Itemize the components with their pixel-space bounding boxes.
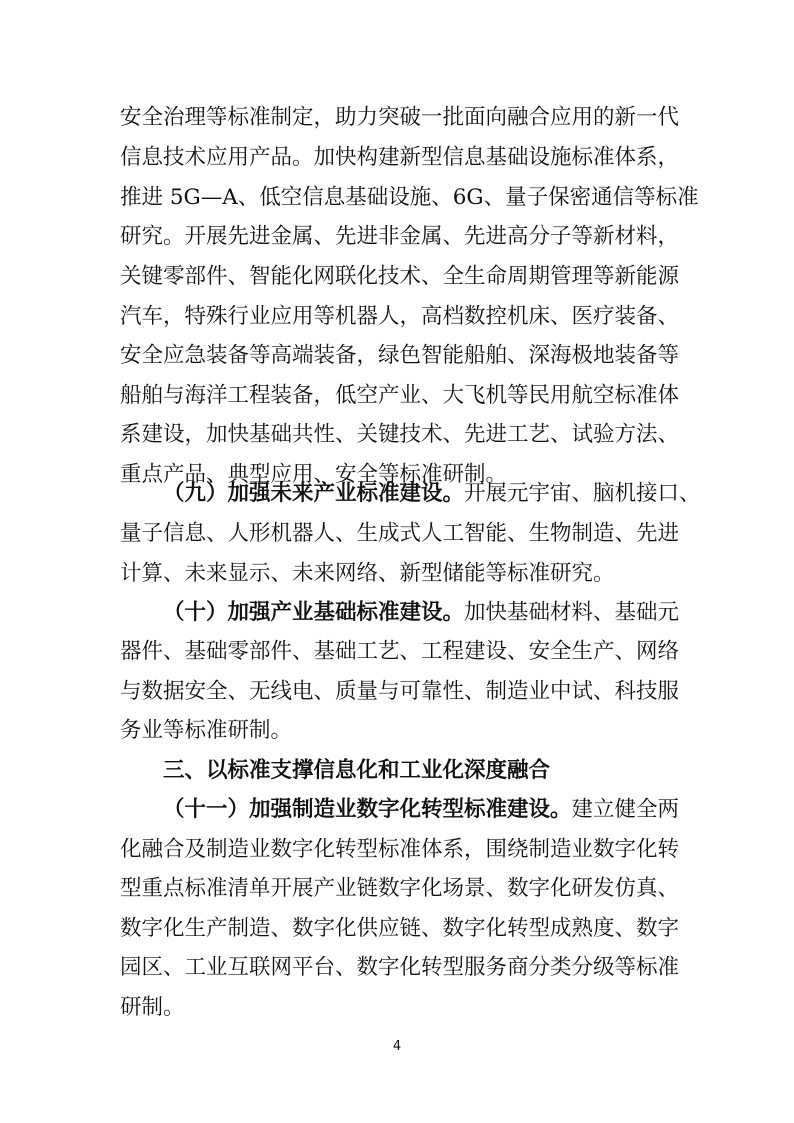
- paragraph-10-title: （十）加强产业基础标准建设。: [163, 600, 465, 625]
- paragraph-line: 园区、工业互联网平台、数字化转型服务商分类分级等标准: [120, 955, 680, 980]
- paragraph-9-title: （九）加强未来产业标准建设。: [163, 481, 465, 506]
- paragraph-line: 系建设，加快基础共性、关键技术、先进工艺、试验方法、: [120, 422, 680, 447]
- paragraph-line: 汽车，特殊行业应用等机器人，高档数控机床、医疗装备、: [120, 304, 680, 329]
- section-heading: 三、以标准支撑信息化和工业化深度融合: [163, 758, 551, 783]
- paragraph-11-text: 建立健全两: [571, 797, 680, 822]
- paragraph-line: 化融合及制造业数字化转型标准体系，围绕制造业数字化转: [120, 837, 680, 862]
- paragraph-line: 关键零部件、智能化网联化技术、全生命周期管理等新能源: [120, 264, 680, 289]
- paragraph-line: 安全应急装备等高端装备，绿色智能船舶、深海极地装备等: [120, 343, 680, 368]
- paragraph-line: 研究。开展先进金属、先进非金属、先进高分子等新材料，: [120, 224, 680, 249]
- paragraph-line: 计算、未来显示、未来网络、新型储能等标准研究。: [120, 561, 615, 586]
- paragraph-line: 重点产品、典型应用、安全等标准研制。: [120, 462, 508, 487]
- paragraph-line: 研制。: [120, 995, 185, 1020]
- paragraph-line: 推进 5G—A、低空信息基础设施、6G、量子保密通信等标准: [120, 185, 699, 210]
- paragraph-9-text: 开展元宇宙、脑机接口、: [464, 481, 701, 506]
- page-number: 4: [392, 1039, 402, 1054]
- paragraph-line: 器件、基础零部件、基础工艺、工程建设、安全生产、网络: [120, 639, 680, 664]
- paragraph-line: 务业等标准研制。: [120, 718, 293, 743]
- paragraph-9-first-line: [163, 479, 701, 509]
- paragraph-line: 船舶与海洋工程装备，低空产业、大飞机等民用航空标准体: [120, 383, 680, 408]
- paragraph-line: 与数据安全、无线电、质量与可靠性、制造业中试、科技服: [120, 679, 680, 704]
- paragraph-11-title: （十一）加强制造业数字化转型标准建设。: [163, 797, 572, 822]
- paragraph-line: 数字化生产制造、数字化供应链、数字化转型成熟度、数字: [120, 916, 680, 941]
- paragraph-10-first-line: [163, 598, 680, 628]
- paragraph-line: 型重点标准清单开展产业链数字化场景、数字化研发仿真、: [120, 876, 680, 901]
- paragraph-line: 安全治理等标准制定，助力突破一批面向融合应用的新一代: [120, 105, 680, 130]
- paragraph-line: 信息技术应用产品。加快构建新型信息基础设施标准体系，: [120, 145, 680, 170]
- paragraph-10-text: 加快基础材料、基础元: [464, 600, 680, 625]
- paragraph-line: 量子信息、人形机器人、生成式人工智能、生物制造、先进: [120, 521, 680, 546]
- paragraph-11-first-line: [163, 795, 680, 825]
